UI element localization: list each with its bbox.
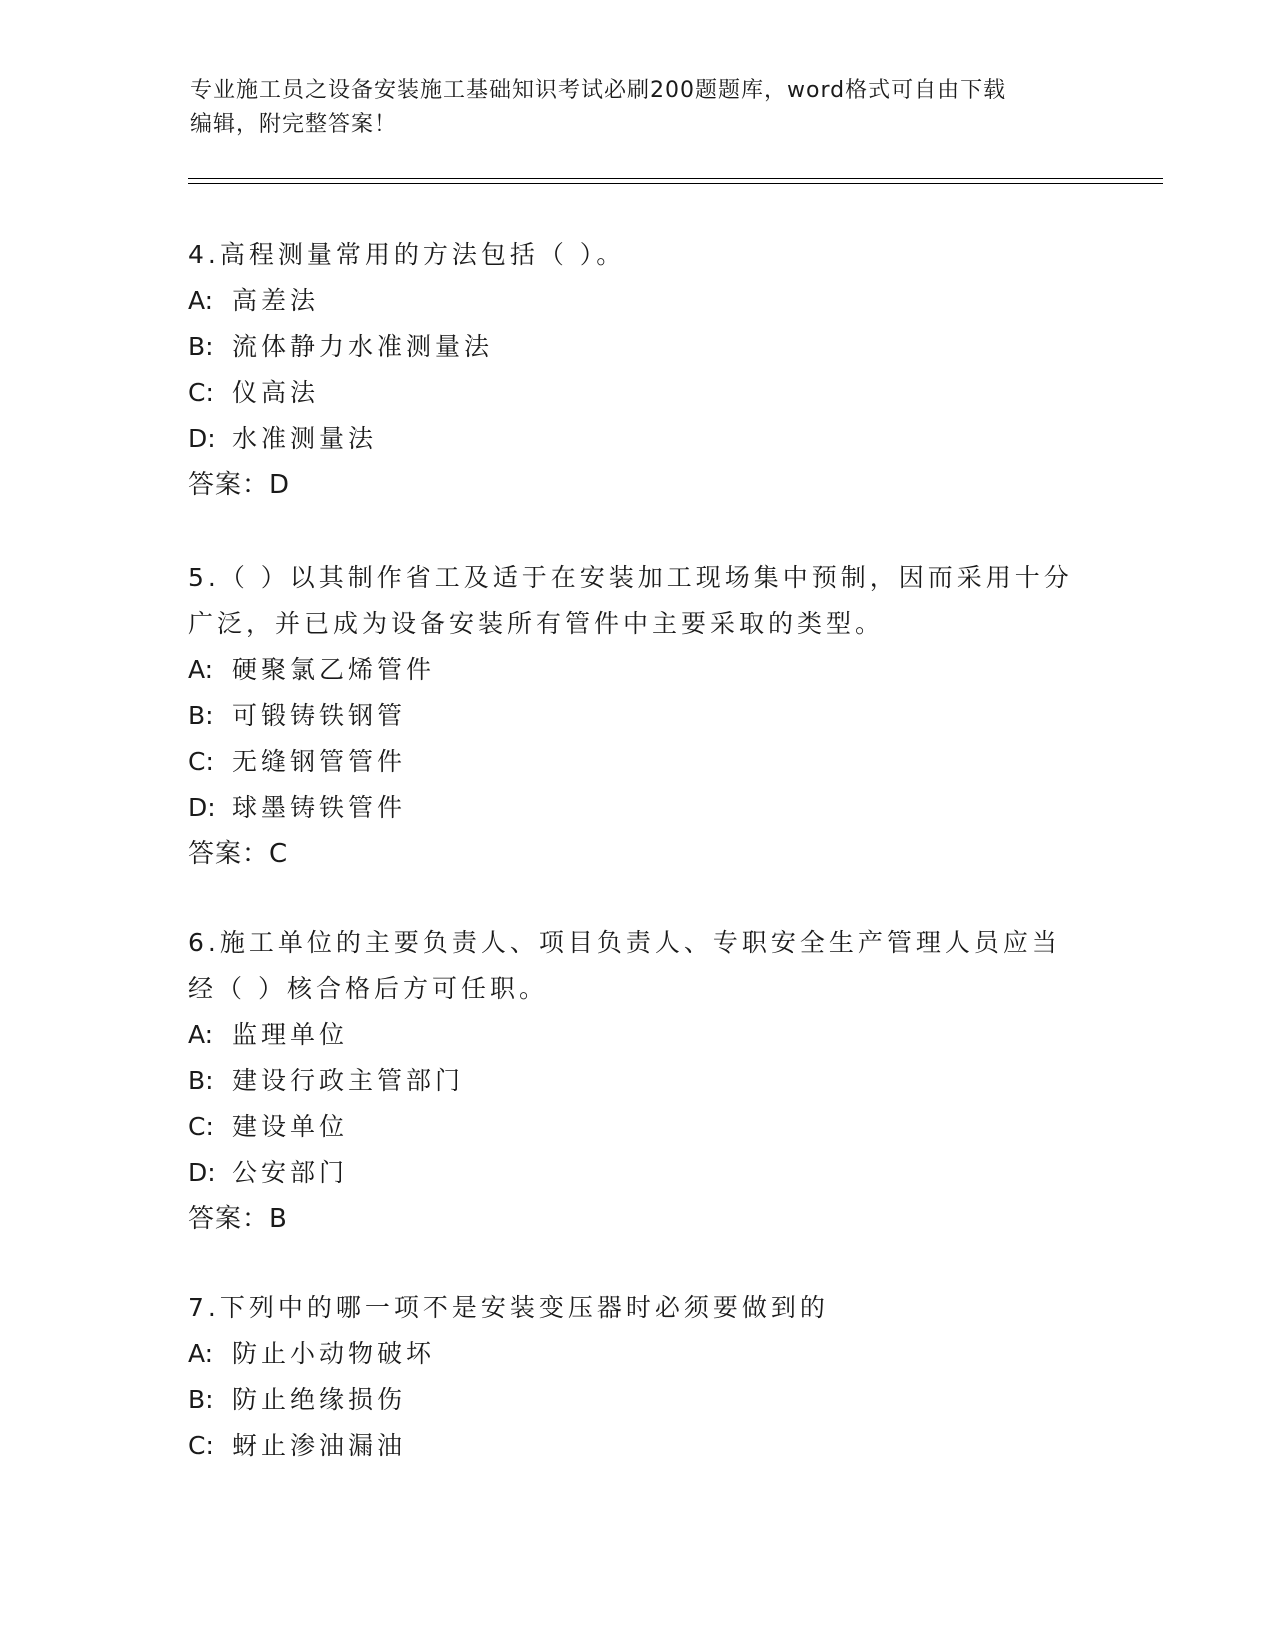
option-letter: C: bbox=[188, 1431, 214, 1460]
option-text: 防止小动物破坏 bbox=[232, 1339, 436, 1368]
option-text: 硬聚氯乙烯管件 bbox=[232, 655, 436, 684]
question-4 bbox=[188, 232, 1088, 508]
option-letter: A: bbox=[188, 1020, 214, 1049]
option-letter: C: bbox=[188, 1112, 214, 1141]
option-letter: B: bbox=[188, 332, 214, 361]
header-title-line-2: 编辑，附完整答案！ bbox=[190, 112, 398, 137]
option-letter: A: bbox=[188, 655, 214, 684]
option-text: 高差法 bbox=[232, 286, 320, 315]
header-divider-top bbox=[188, 178, 1163, 179]
option-b bbox=[188, 1377, 1088, 1423]
document-header bbox=[190, 74, 1090, 142]
option-c bbox=[188, 1104, 1088, 1150]
option-d bbox=[188, 785, 1088, 831]
option-text: 可锻铸铁钢管 bbox=[232, 701, 407, 730]
question-stem: 6.施工单位的主要负责人、项目负责人、专职安全生产管理人员应当经（ ）核合格后方可任职。 bbox=[188, 928, 1061, 1003]
question-6 bbox=[188, 920, 1088, 1242]
option-letter: C: bbox=[188, 378, 214, 407]
option-letter: B: bbox=[188, 701, 214, 730]
header-title-line-1: 专业施工员之设备安装施工基础知识考试必刷200题题库，word格式可自由下载 bbox=[190, 78, 1007, 103]
option-b bbox=[188, 324, 1088, 370]
option-text: 仪高法 bbox=[232, 378, 320, 407]
option-d bbox=[188, 416, 1088, 462]
question-5 bbox=[188, 555, 1088, 877]
option-text: 蚜止渗油漏油 bbox=[232, 1431, 407, 1460]
option-text: 监理单位 bbox=[232, 1020, 349, 1049]
option-letter: D: bbox=[188, 793, 216, 822]
option-text: 公安部门 bbox=[232, 1158, 349, 1187]
option-c bbox=[188, 739, 1088, 785]
option-letter: D: bbox=[188, 424, 216, 453]
option-a bbox=[188, 647, 1088, 693]
answer-line: 答案：C bbox=[188, 839, 289, 869]
option-text: 建设行政主管部门 bbox=[232, 1066, 465, 1095]
option-letter: B: bbox=[188, 1385, 214, 1414]
option-letter: B: bbox=[188, 1066, 214, 1095]
answer-line: 答案：D bbox=[188, 470, 291, 500]
option-c bbox=[188, 1423, 1088, 1469]
option-letter: A: bbox=[188, 1339, 214, 1368]
option-letter: A: bbox=[188, 286, 214, 315]
option-a bbox=[188, 278, 1088, 324]
answer-line: 答案：B bbox=[188, 1204, 288, 1234]
question-stem: 4.高程测量常用的方法包括（ ）。 bbox=[188, 240, 626, 269]
option-a bbox=[188, 1012, 1088, 1058]
header-divider-bottom bbox=[188, 183, 1163, 184]
option-text: 球墨铸铁管件 bbox=[232, 793, 407, 822]
option-letter: D: bbox=[188, 1158, 216, 1187]
option-text: 水准测量法 bbox=[232, 424, 378, 453]
question-stem: 7.下列中的哪一项不是安装变压器时必须要做到的 bbox=[188, 1293, 829, 1322]
option-a bbox=[188, 1331, 1088, 1377]
question-stem: 5.（ ）以其制作省工及适于在安装加工现场集中预制，因而采用十分广泛，并已成为设备安装所有管件中主要采取的类型。 bbox=[188, 563, 1073, 638]
option-text: 流体静力水准测量法 bbox=[232, 332, 494, 361]
option-text: 建设单位 bbox=[232, 1112, 349, 1141]
option-letter: C: bbox=[188, 747, 214, 776]
option-c bbox=[188, 370, 1088, 416]
option-text: 无缝钢管管件 bbox=[232, 747, 407, 776]
option-b bbox=[188, 1058, 1088, 1104]
option-d bbox=[188, 1150, 1088, 1196]
option-b bbox=[188, 693, 1088, 739]
option-text: 防止绝缘损伤 bbox=[232, 1385, 407, 1414]
question-7 bbox=[188, 1285, 1088, 1469]
